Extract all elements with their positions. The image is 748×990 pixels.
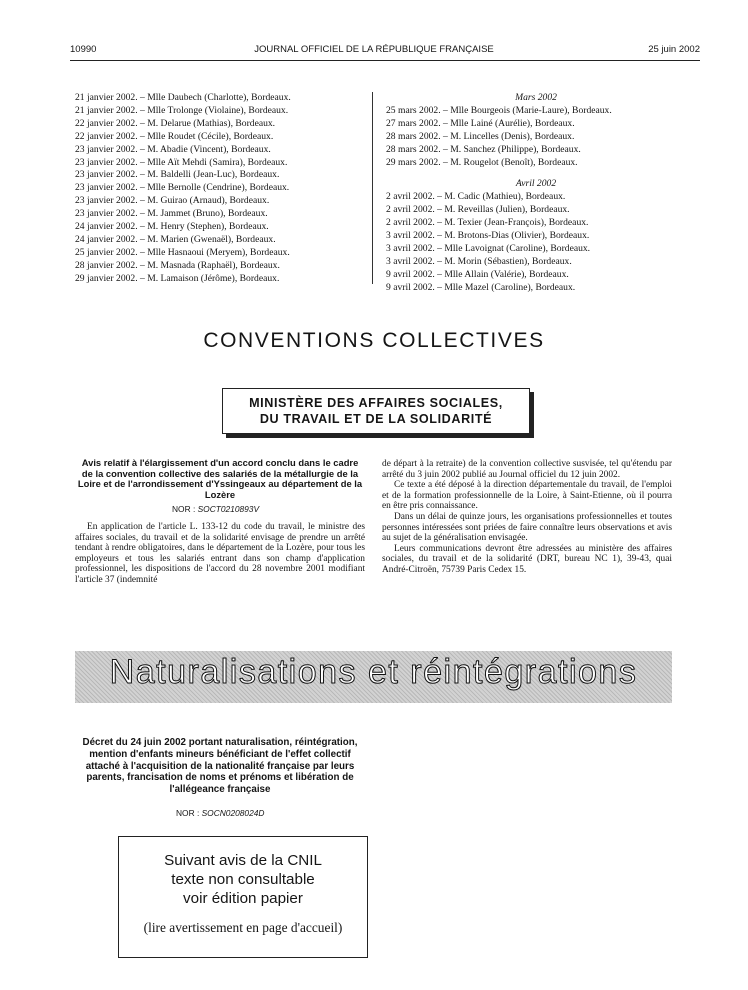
list-item: 21 janvier 2002. – Mlle Daubech (Charlotte), Bordeaux. [75, 92, 291, 103]
list-item: 2 avril 2002. – M. Reveillas (Julien), Bordeaux. [386, 204, 570, 216]
list-item: 21 janvier 2002. – Mlle Trolonge (Violaine), Bordeaux. [75, 104, 289, 116]
list-item: 23 janvier 2002. – M. Abadie (Vincent), Bordeaux. [75, 143, 271, 155]
paragraph: Leurs communications devront être adressées au ministère des affaires sociales, du travail et de la solidarité (DRT, bureau NC 1), 39-43, quai André-Citroën, 75739 Paris Cedex 15. [382, 543, 672, 575]
list-item: 29 mars 2002. – M. Rougelot (Benoît), Bordeaux. [386, 156, 578, 168]
avis-body-right [382, 459, 672, 576]
list-item: 2 avril 2002. – M. Texier (Jean-François), Bordeaux. [386, 217, 589, 229]
cnil-line-4: (lire avertissement en page d'accueil) [143, 920, 343, 935]
naturalisations-banner [75, 651, 672, 703]
nor-code: SOCT0210893V [197, 504, 260, 514]
avis-title: Avis relatif à l'élargissement d'un accord conclu dans le cadre de la convention collective des salariés de la métallurgie de la Loire et de l'arrondissement d'Yssingeaux au département de la Lozère [77, 457, 363, 500]
list-item: 23 janvier 2002. – M. Baldelli (Jean-Luc), Bordeaux. [75, 169, 280, 181]
january-list [75, 92, 291, 286]
decret-title: Décret du 24 juin 2002 portant naturalisation, réintégration, mention d'enfants mineurs bénéficiant de l'effet collectif attaché à l'acquisition de la nationalité française par leurs parents, francisation de noms et prénoms et libération de l'allégeance française [82, 737, 358, 796]
nor-reference [172, 504, 259, 514]
list-item: 24 janvier 2002. – M. Henry (Stephen), Bordeaux. [75, 221, 269, 233]
cnil-line-2: texte non consultable [171, 871, 315, 888]
journal-title: JOURNAL OFFICIEL DE LA RÉPUBLIQUE FRANÇAISE [254, 44, 494, 55]
list-item: 25 janvier 2002. – Mlle Hasnaoui (Meryem), Bordeaux. [75, 246, 290, 258]
paragraph: Ce texte a été déposé à la direction départementale du travail, de l'emploi et de la formation professionnelle de la Loire, à Saint-Etienne, où il pourra en être pris connaissance. [382, 480, 672, 512]
nor-code: SOCN0208024D [201, 808, 265, 818]
paragraph: de départ à la retraite) de la convention collective susvisée, tel qu'étendu par arrêté du 3 juin 2002 publié au Journal officiel du 12 juin 2002. [382, 459, 672, 480]
list-item: 3 avril 2002. – Mlle Lavoignat (Caroline), Bordeaux. [386, 242, 591, 254]
list-item: 28 janvier 2002. – M. Masnada (Raphaël), Bordeaux. [75, 259, 280, 271]
list-item: 28 mars 2002. – M. Lincelles (Denis), Bordeaux. [386, 130, 575, 142]
list-item: 22 janvier 2002. – Mlle Roudet (Cécile), Bordeaux. [75, 130, 274, 142]
nor-label: NOR : [172, 504, 196, 514]
ministry-box [222, 388, 530, 434]
list-item: 2 avril 2002. – M. Cadic (Mathieu), Bordeaux. [386, 191, 566, 203]
list-item: 9 avril 2002. – Mlle Mazel (Caroline), Bordeaux. [386, 281, 576, 293]
ministry-line-2: DU TRAVAIL ET DE LA SOLIDARITÉ [259, 412, 493, 426]
list-item: 23 janvier 2002. – Mlle Bernolle (Cendrine), Bordeaux. [75, 182, 290, 194]
page-number: 10990 [70, 44, 97, 55]
list-item: 23 janvier 2002. – M. Guirao (Arnaud), Bordeaux. [75, 195, 270, 207]
list-item: 3 avril 2002. – M. Brotons-Dias (Olivier), Bordeaux. [386, 230, 590, 242]
list-item: 23 janvier 2002. – M. Jammet (Bruno), Bordeaux. [75, 208, 268, 220]
nor-reference [176, 808, 264, 818]
list-item: 23 janvier 2002. – Mlle Aït Mehdi (Samira), Bordeaux. [75, 156, 288, 168]
column-divider [372, 92, 373, 284]
cnil-line-1: Suivant avis de la CNIL [164, 852, 322, 869]
ministry-line-1: MINISTÈRE DES AFFAIRES SOCIALES, [249, 396, 503, 410]
list-item: 24 janvier 2002. – M. Marien (Gwenaël), Bordeaux. [75, 233, 276, 245]
paragraph: Dans un délai de quinze jours, les organisations professionnelles et toutes personnes intéressées sont priées de faire connaître leurs observations et avis au sujet de la généralisation envisagée. [382, 511, 672, 544]
spring-list [386, 92, 686, 295]
paragraph: En application de l'article L. 133-12 du code du travail, le ministre des affaires sociales, du travail et de la solidarité envisage de prendre un arrêté tendant à rendre obligatoires, dans le département de la Lozère, pour tous les employeurs et tous les salariés entrant dans son champ d'application professionnel, les dispositions de l'accord du 28 novembre 2001 modifiant l'article 37 (indemnité [75, 522, 365, 585]
mars-heading: Mars 2002 [515, 92, 557, 103]
avril-heading: Avril 2002 [515, 178, 557, 190]
section-title-conventions: CONVENTIONS COLLECTIVES [203, 329, 545, 352]
nor-label: NOR : [176, 808, 200, 818]
list-item: 27 mars 2002. – Mlle Lainé (Aurélie), Bordeaux. [386, 117, 575, 129]
header-rule [70, 60, 700, 61]
cnil-line-3: voir édition papier [183, 890, 303, 907]
list-item: 3 avril 2002. – M. Morin (Sébastien), Bordeaux. [386, 255, 572, 267]
list-item: 25 mars 2002. – Mlle Bourgeois (Marie-Laure), Bordeaux. [386, 104, 612, 116]
avis-body-left [75, 522, 365, 586]
cnil-notice-box [118, 836, 368, 958]
list-item: 9 avril 2002. – Mlle Allain (Valérie), Bordeaux. [386, 268, 569, 280]
list-item: 29 janvier 2002. – M. Lamaison (Jérôme), Bordeaux. [75, 272, 280, 284]
issue-date: 25 juin 2002 [648, 44, 700, 55]
list-item: 22 janvier 2002. – M. Delarue (Mathias), Bordeaux. [75, 117, 276, 129]
list-item: 28 mars 2002. – M. Sanchez (Philippe), Bordeaux. [386, 143, 581, 155]
banner-title: Naturalisations et réintégrations [109, 653, 638, 691]
